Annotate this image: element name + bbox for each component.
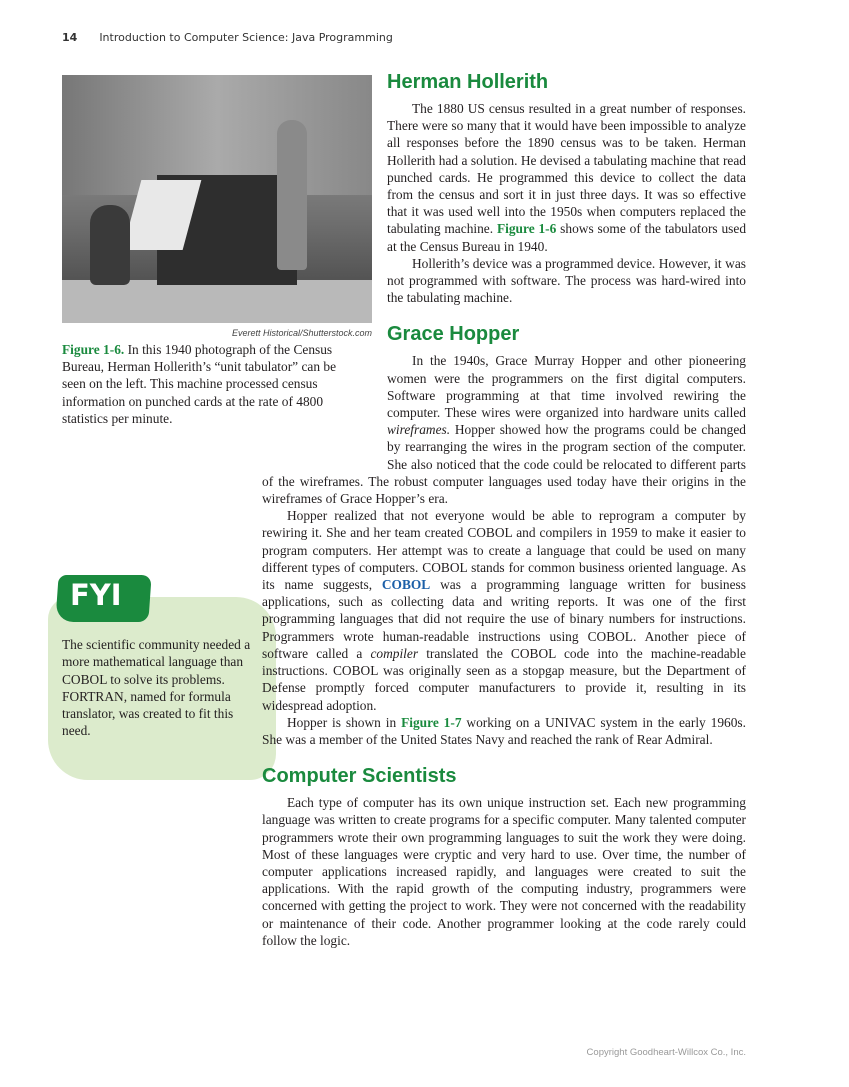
page-number: 14 xyxy=(62,31,78,44)
text: shows some of the tabulators used at the Census Bureau in 1940. xyxy=(387,221,747,254)
heading-herman-hollerith: Herman Hollerith xyxy=(387,71,549,93)
figure-reference[interactable]: Figure 1-7 xyxy=(401,714,462,730)
key-term-cobol[interactable]: COBOL xyxy=(381,577,431,593)
paragraph: Hollerith’s device was a programmed device. However, it was not programmed with software. The process was hard-wired into the tabulating machine. xyxy=(387,255,746,306)
term-wireframes: wireframes. xyxy=(387,422,451,438)
figure-label: Figure 1-6. xyxy=(62,342,125,357)
text: translated the COBOL code into the machine-readable instructions. COBOL was originally seen as a stopgap measure, but the Department of Defense promptly forced computer manufacturers to provide it, resulting in its widespread adoption. xyxy=(262,645,746,713)
fyi-title: FYI xyxy=(70,578,122,612)
fyi-text: The scientific community needed a more mathematical language than COBOL to solve its problems. FORTRAN, named for formula translator, was created to fit this need. xyxy=(62,637,251,739)
main-text xyxy=(262,70,746,949)
photo-credit: Everett Historical/Shutterstock.com xyxy=(231,328,372,338)
text: Hopper is shown in xyxy=(287,714,402,730)
figure-reference[interactable]: Figure 1-6 xyxy=(496,221,557,237)
term-compiler: compiler xyxy=(370,645,419,661)
heading-grace-hopper: Grace Hopper xyxy=(387,323,520,346)
caption-text: In this 1940 photograph of the Census Bureau, Herman Hollerith’s “unit tabulator” can be seen on the left. This machine processed census information on punched cards at the rate of 4800 statistics per minute. xyxy=(62,342,337,426)
text: was a programming language written for business applications, such as collecting data and writing reports. It was one of the first programming languages that did not require the use of binary numbers for instructions. Programmers wrote human-readable instructions using COBOL. Another piece of software called a xyxy=(262,577,746,661)
running-header xyxy=(62,31,393,44)
paragraph: Each type of computer has its own unique instruction set. Each new programming language was written to create programs for a specific computer. Many talented computer programmers wrote their own programming languages to suit the work they were doing. Most of these languages were cryptic and very hard to use. Over time, the number of computer applications increased rapidly, and languages were created to suit the applications. With the rapid growth of the computing industry, programmers were concerned with getting the project to work. They were not concerned with the readability or maintenance of their code. Another programmer looking at the code rarely could follow the logic. xyxy=(262,795,746,948)
text: In the 1940s, Grace Murray Hopper and other pioneering women were the programmers on the first digital computers. Software programming at that time involved rewiring the computer. These wires were organized into hardware units called xyxy=(387,353,746,421)
text: The 1880 US census resulted in a great number of responses. There were so many that it would have been impossible to analyze all responses before the 1890 census was to be taken. Herman Hollerith had a solution. He devised a tabulating machine that read punched cards. He programmed this device to collect the data from the census and sort it in just three days. It was so effective that it was used well into the 1950s when computers replaced the tabulating machine. xyxy=(387,101,746,237)
paragraph xyxy=(262,714,746,748)
copyright-footer: Copyright Goodheart-Willcox Co., Inc. xyxy=(586,1047,746,1058)
paragraph xyxy=(262,507,746,713)
text: Hopper realized that not everyone would be able to reprogram a computer by rewiring it. She and her team created COBOL and compilers in 1959 to make it easier to program computers. Her attempt was to create a language that could be used on many different types of computers. COBOL stands for common business oriented language. As its name suggests, xyxy=(262,508,746,593)
heading-computer-scientists: Computer Scientists xyxy=(262,765,457,788)
text: working on a UNIVAC system in the early 1960s. She was a member of the United States Navy and reached the rank of Rear Admiral. xyxy=(262,714,746,747)
text: Hopper showed how the programs could be changed by rearranging the wires in the program section of the computer. She also noticed that the code could be relocated to different parts of the wireframes. The robust computer languages used today have their origins in the wireframes of Grace Hopper’s era. xyxy=(262,422,746,507)
book-title: Introduction to Computer Science: Java Programming xyxy=(99,31,393,44)
